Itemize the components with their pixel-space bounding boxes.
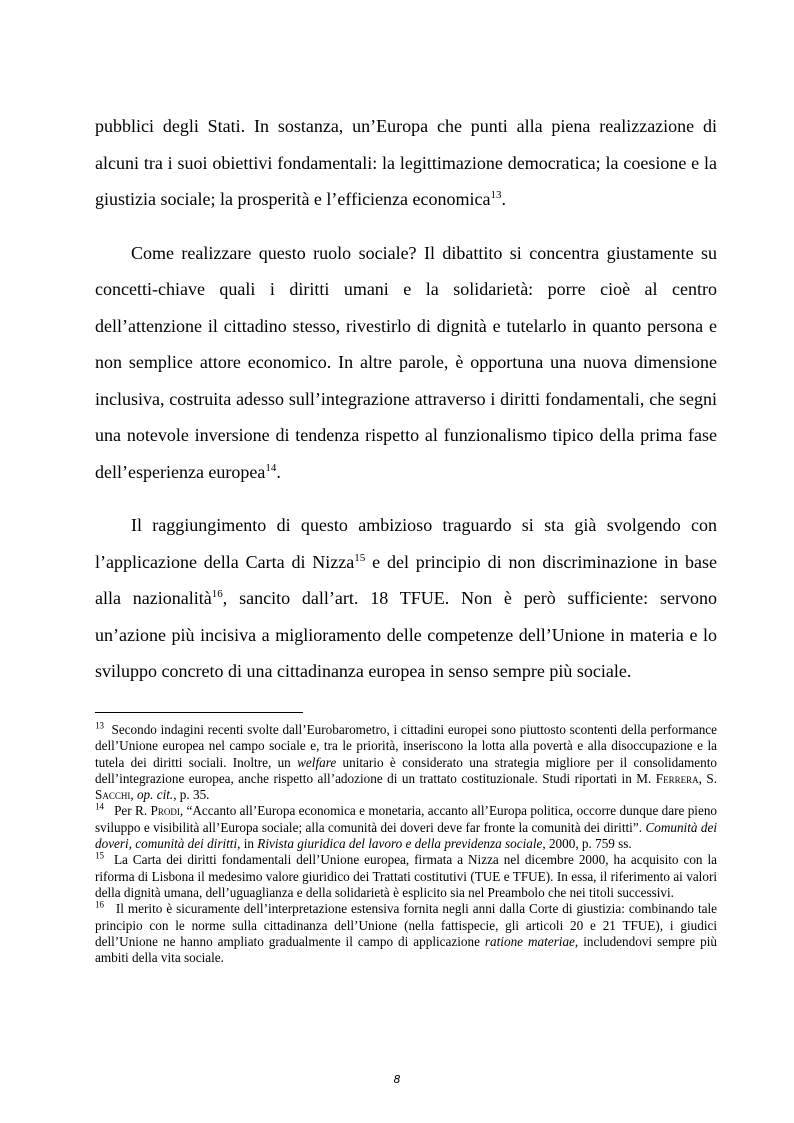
paragraph-2: Come realizzare questo ruolo sociale? Il dibattito si concentra giustamente su concetti-chiave quali i diritti umani e la solidarietà: porre cioè al centro dell’attenzione il cittadino stesso, rivestirlo di dignità e tutelarlo in quanto persona e non semplice attore economico. In altre parole, è opportuna una nuova dimensione inclusiva, costruita adesso sull’integrazione attraverso i diritti fondamentali, che segni una notevole inversione di tendenza rispetto al funzionalismo tipico della prima fase dell’esperienza europea$^{14}$.	[95, 242, 717, 482]
footnote-16: $^{16}$ Il merito è sicuramente dell’interpretazione estensiva fornita negli anni dalla Corte di giustizia: combinando tale principio con le norme sulla cittadinanza dell’Unione (nella fattispecie, gli articoli 20 e 21 TFUE), i giudici dell’Unione ne hanno ampliato gradualmente il campo di applicazione ratione materiae, includendovi sempre più ambiti della vita sociale.	[95, 899, 718, 966]
paragraph-3: Il raggiungimento di questo ambizioso traguardo si sta già svolgendo con l’applicazione della Carta di Nizza$^{15}$ e del principio di non discriminazione in base alla nazionalità$^{16}$, sancito dall’art. 18 TFUE. Non è però sufficiente: servono un’azione più incisiva a miglioramento delle competenze dell’Unione in materia e lo sviluppo concreto di una cittadinanza europea in senso sempre più sociale.	[95, 515, 717, 681]
footnote-number: 15	[95, 850, 104, 861]
footnote-13: $^{13}$ Secondo indagini recenti svolte dall’Eurobarometro, i cittadini europei sono piuttosto scontenti della performance dell’Unione europea nel campo sociale e, tra le priorità, inseriscono la lotta alla povertà e alla disoccupazione e la tutela dei diritti sociali. Inoltre, un welfare unitario è considerato una strategia migliore per il consolidamento dell’integrazione europea, anche rispetto all’adozione di un trattato costituzionale. Studi riportati in M. Ferrera, S. Sacchi, op. cit., p. 35.	[95, 720, 717, 803]
footnote-ref-15[interactable]: 15	[354, 551, 366, 564]
footnote-15: $^{15}$ La Carta dei diritti fondamentali dell’Unione europea, firmata a Nizza nel dicembre 2000, ha acquisito con la riforma di Lisbona il medesimo valore giuridico dei Trattati costitutivi (TUE e TFUE). In essa, il riferimento ai valori della dignità umana, dell’uguaglianza e della solidarietà è esplicito sia nel Preambolo che nei titoli successivi.	[95, 850, 717, 900]
paragraph-1: pubblici degli Stati. In sostanza, un’Europa che punti alla piena realizzazione di alcuni tra i suoi obiettivi fondamentali: la legittimazione democratica; la coesione e la giustizia sociale; la prosperità e l’efficienza economica$^{13}$.	[95, 116, 717, 209]
footnote-14: $^{14}$ Per R. Prodi, “Accanto all’Europa economica e monetaria, accanto all’Europa politica, occorre dunque dare pieno sviluppo e visibilità all’Europa sociale; alla comunità dei doveri deve far fronte la comunità dei diritti”. Comunità dei doveri, comunità dei diritti, in Rivista giuridica del lavoro e della previdenza sociale, 2000, p. 759 ss.	[95, 802, 718, 852]
body-text	[95, 108, 717, 707]
footnote-ref-13[interactable]: 13	[490, 189, 502, 201]
footnote-number: 16	[95, 899, 104, 910]
footnote-number: 14	[95, 802, 104, 813]
footnote-ref-14[interactable]: 14	[265, 461, 277, 474]
footnote-number: 13	[95, 720, 104, 731]
page-number: 8	[393, 1073, 401, 1086]
footnote-ref-16[interactable]: 16	[211, 588, 223, 600]
footnote-separator	[95, 712, 303, 713]
footnotes	[95, 722, 717, 966]
